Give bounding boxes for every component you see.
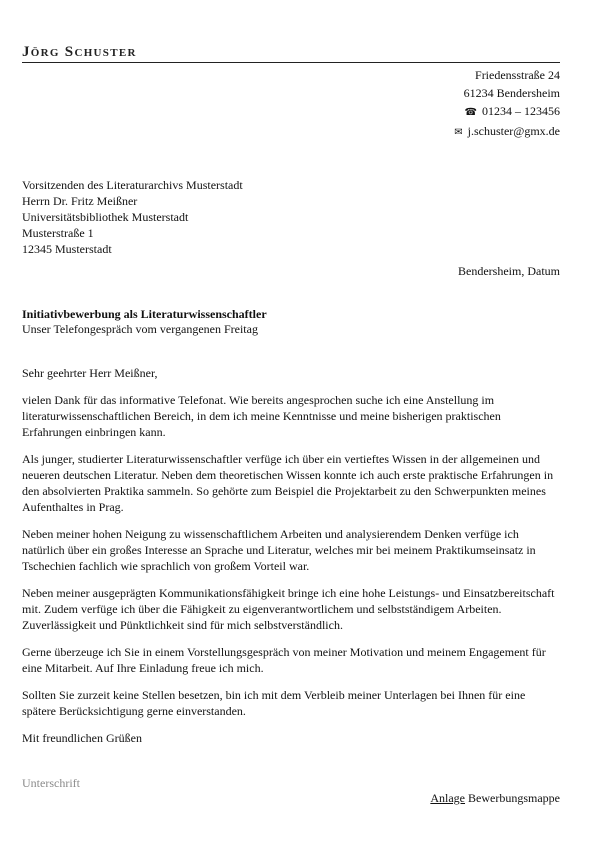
enclosure-label: Anlage — [430, 791, 466, 805]
subject-title: Initiativbewerbung als Literaturwissenschaftler — [22, 307, 267, 321]
body-paragraph: Als junger, studierter Literaturwissenschaftler verfüge ich über ein vertieftes Wissen in der allgemeinen und neueren deutschen Literatur. Neben dem theoretischen Wissen konnte ich auch erste praktische Erfahrungen in den absolvierten Praktika sammeln. So gehörte zum Beispiel die Projektarbeit zu den Schwerpunkten meines Aufenthaltes in Prag. — [22, 452, 554, 514]
recipient-line: 12345 Musterstadt — [22, 242, 112, 256]
sender-phone: 01234 – 123456 — [482, 104, 560, 118]
sender-street: Friedensstraße 24 — [475, 68, 560, 82]
recipient-line: Universitätsbibliothek Musterstadt — [22, 210, 189, 224]
sender-email-row — [454, 122, 560, 142]
sender-phone-row — [454, 102, 560, 122]
sender-email: j.schuster@gmx.de — [467, 124, 560, 138]
body-paragraph: Sollten Sie zurzeit keine Stellen besetzen, bin ich mit dem Verbleib meiner Unterlagen bei Ihnen für eine spätere Berücksichtigung gerne einverstanden. — [22, 688, 526, 718]
closing: Mit freundlichen Grüßen — [22, 731, 142, 745]
subject-reference: Unser Telefongespräch vom vergangenen Freitag — [22, 322, 258, 336]
recipient-line: Vorsitzenden des Literaturarchivs Musterstadt — [22, 178, 243, 192]
body-paragraph: Gerne überzeuge ich Sie in einem Vorstellungsgespräch von meiner Motivation und meinem Engagement für eine Mitarbeit. Auf Ihre Einladung freue ich mich. — [22, 645, 546, 675]
body-paragraph: vielen Dank für das informative Telefonat. Wie bereits angesprochen suche ich eine Anstellung im literaturwissenschaftlichen Bereich, in dem ich meine Kenntnisse und meine bisherigen praktischen Erfahrungen einbringen kann. — [22, 393, 501, 439]
sender-address-block — [454, 66, 560, 142]
place-date: Bendersheim, Datum — [458, 264, 560, 278]
recipient-line: Musterstraße 1 — [22, 226, 94, 240]
sender-name: Jörg Schuster — [22, 44, 137, 60]
signature-placeholder: Unterschrift — [22, 776, 80, 790]
letterhead — [22, 44, 560, 63]
envelope-icon: ✉ — [454, 127, 463, 138]
enclosure-line — [430, 791, 560, 806]
subject-block — [22, 307, 267, 337]
sender-city: 61234 Bendersheim — [463, 86, 560, 100]
letter-body — [22, 365, 560, 757]
enclosure-text: Bewerbungsmappe — [468, 791, 560, 805]
salutation: Sehr geehrter Herr Meißner, — [22, 366, 158, 380]
recipient-line: Herrn Dr. Fritz Meißner — [22, 194, 138, 208]
recipient-address-block — [22, 177, 243, 257]
phone-icon: ☎ — [464, 107, 477, 118]
body-paragraph: Neben meiner ausgeprägten Kommunikationsfähigkeit bringe ich eine hohe Leistungs- und Einsatzbereitschaft mit. Zudem verfüge ich über die Fähigkeit zu eigenverantwortlichem und selbstständigem Arbeiten. Zuverlässigkeit und Pünktlichkeit sind für mich selbstverständlich. — [22, 586, 555, 632]
body-paragraph: Neben meiner hohen Neigung zu wissenschaftlichem Arbeiten und analysierendem Denken verfüge ich natürlich über ein großes Interesse an Sprache und Literatur, welches mir bei meinem Praktikumseinsatz in Tschechien fachlich wie sprachlich von großem Vorteil war. — [22, 527, 536, 573]
